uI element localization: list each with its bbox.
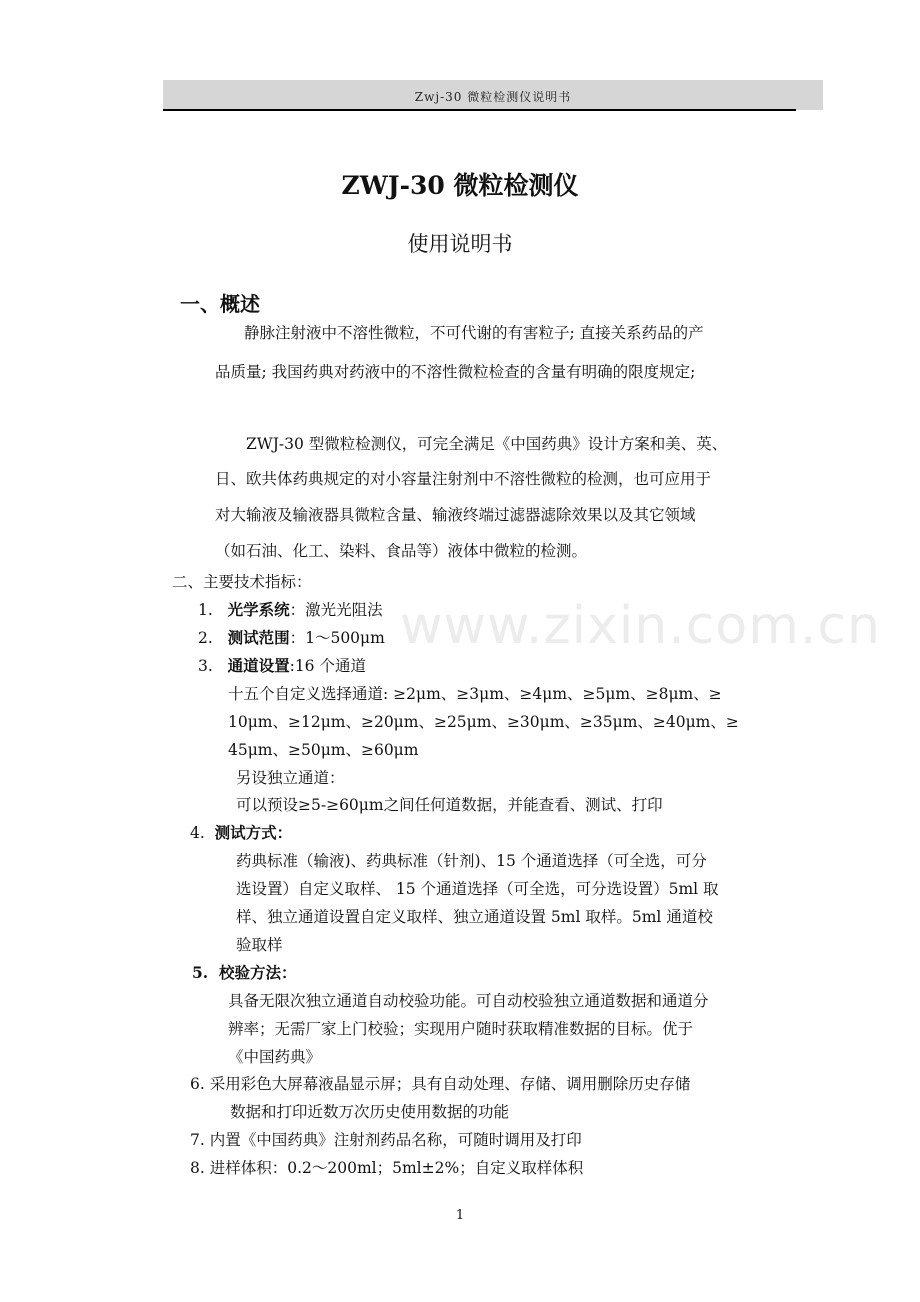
item5-line1: 具备无限次独立通道自动校验功能。可自动校验独立通道数据和通道分 — [228, 992, 709, 1010]
item2 — [198, 626, 385, 648]
item6-num: 6. — [190, 1075, 205, 1093]
item3-extra2: 可以预设≥5-≥60μm之间任何道数据，并能查看、测试、打印 — [236, 796, 663, 814]
item4-line4: 验取样 — [236, 936, 283, 954]
item5-line2: 辨率；无需厂家上门校验；实现用户随时获取精准数据的目标。优于 — [228, 1020, 694, 1038]
s1-p1-line2: 品质量; 我国药典对药液中的不溶性微粒检查的含量有明确的限度规定; — [215, 363, 696, 381]
item4-num: 4. — [190, 824, 205, 842]
s1-p2-line3: 对大输液及输液器具微粒含量、输液终端过滤器滤除效果以及其它领域 — [215, 506, 696, 524]
item3-num: 3. — [198, 657, 213, 675]
item5-label: 校验方法： — [218, 963, 297, 982]
item2-value: ：1～500μm — [289, 629, 385, 647]
item6-line2: 数据和打印近数万次历史使用数据的功能 — [230, 1103, 510, 1121]
item6-line1: 采用彩色大屏幕液晶显示屏；具有自动处理、存储、调用删除历史存储 — [209, 1075, 691, 1093]
item4-line1: 药典标准（输液)、药典标准（针剂)、15 个通道选择（可全选，可分 — [236, 852, 707, 870]
item5-line3: 《中国药典》 — [228, 1048, 322, 1066]
item6 — [190, 1072, 690, 1094]
item4 — [190, 821, 292, 843]
s1-p2-line4: （如石油、化工、染料、食品等）液体中微粒的检测。 — [215, 542, 588, 560]
section2-heading: 二、主要技术指标： — [172, 573, 312, 591]
item3-line3: 45μm、≥50μm、≥60μm — [228, 741, 419, 759]
item2-num: 2. — [198, 629, 213, 647]
item1-num: 1. — [198, 601, 213, 619]
item2-label: 测试范围 — [227, 628, 290, 647]
item1-value: ：激光光阻法 — [289, 601, 383, 619]
item1 — [198, 598, 383, 620]
item7 — [190, 1128, 582, 1150]
item3-extra1: 另设独立通道： — [236, 769, 345, 787]
document-subtitle: 使用说明书 — [407, 232, 513, 256]
item8 — [190, 1156, 583, 1178]
item3-label: 通道设置 — [227, 656, 290, 675]
item8-text: 进样体积：0.2～200ml；5ml±2%；自定义取样体积 — [209, 1159, 584, 1177]
item4-label: 测试方式： — [214, 823, 293, 842]
item5-num: 5. — [192, 963, 209, 982]
item3-line2: 10μm、≥12μm、≥20μm、≥25μm、≥30μm、≥35μm、≥40μm、≥ — [228, 713, 739, 731]
document-title: ZWJ-30 微粒检测仪 — [341, 171, 579, 200]
section1-heading: 一、概述 — [180, 292, 260, 316]
item7-text: 内置《中国药典》注射剂药品名称，可随时调用及打印 — [209, 1131, 582, 1149]
item4-line3: 样、独立通道设置自定义取样、独立通道设置 5ml 取样。5ml 通道校 — [236, 908, 713, 926]
item3-line1: 十五个自定义选择通道: ≥2μm、≥3μm、≥4μm、≥5μm、≥8μm、≥ — [228, 685, 722, 703]
item1-label: 光学系统 — [227, 600, 290, 619]
header-rule — [163, 109, 796, 111]
item7-num: 7. — [190, 1131, 205, 1149]
item4-line2: 选设置）自定义取样、 15 个通道选择（可全选，可分选设置）5ml 取 — [236, 880, 719, 898]
page-number: 1 — [455, 1208, 465, 1223]
item3 — [198, 654, 366, 676]
item3-value: :16 个通道 — [289, 657, 366, 675]
s1-p2-line2: 日、欧共体药典规定的对小容量注射剂中不溶性微粒的检测，也可应用于 — [215, 470, 712, 488]
item5 — [192, 961, 297, 983]
s1-p1-line1: 静脉注射液中不溶性微粒，不可代谢的有害粒子; 直接关系药品的产 — [244, 324, 704, 342]
s1-p2-line1: ZWJ-30 型微粒检测仪，可完全满足《中国药典》设计方案和美、英、 — [246, 435, 728, 453]
watermark: www.zixin.com.cn — [400, 596, 881, 656]
running-header: Zwj-30 微粒检测仪说明书 — [414, 90, 572, 104]
item8-num: 8. — [190, 1159, 205, 1177]
